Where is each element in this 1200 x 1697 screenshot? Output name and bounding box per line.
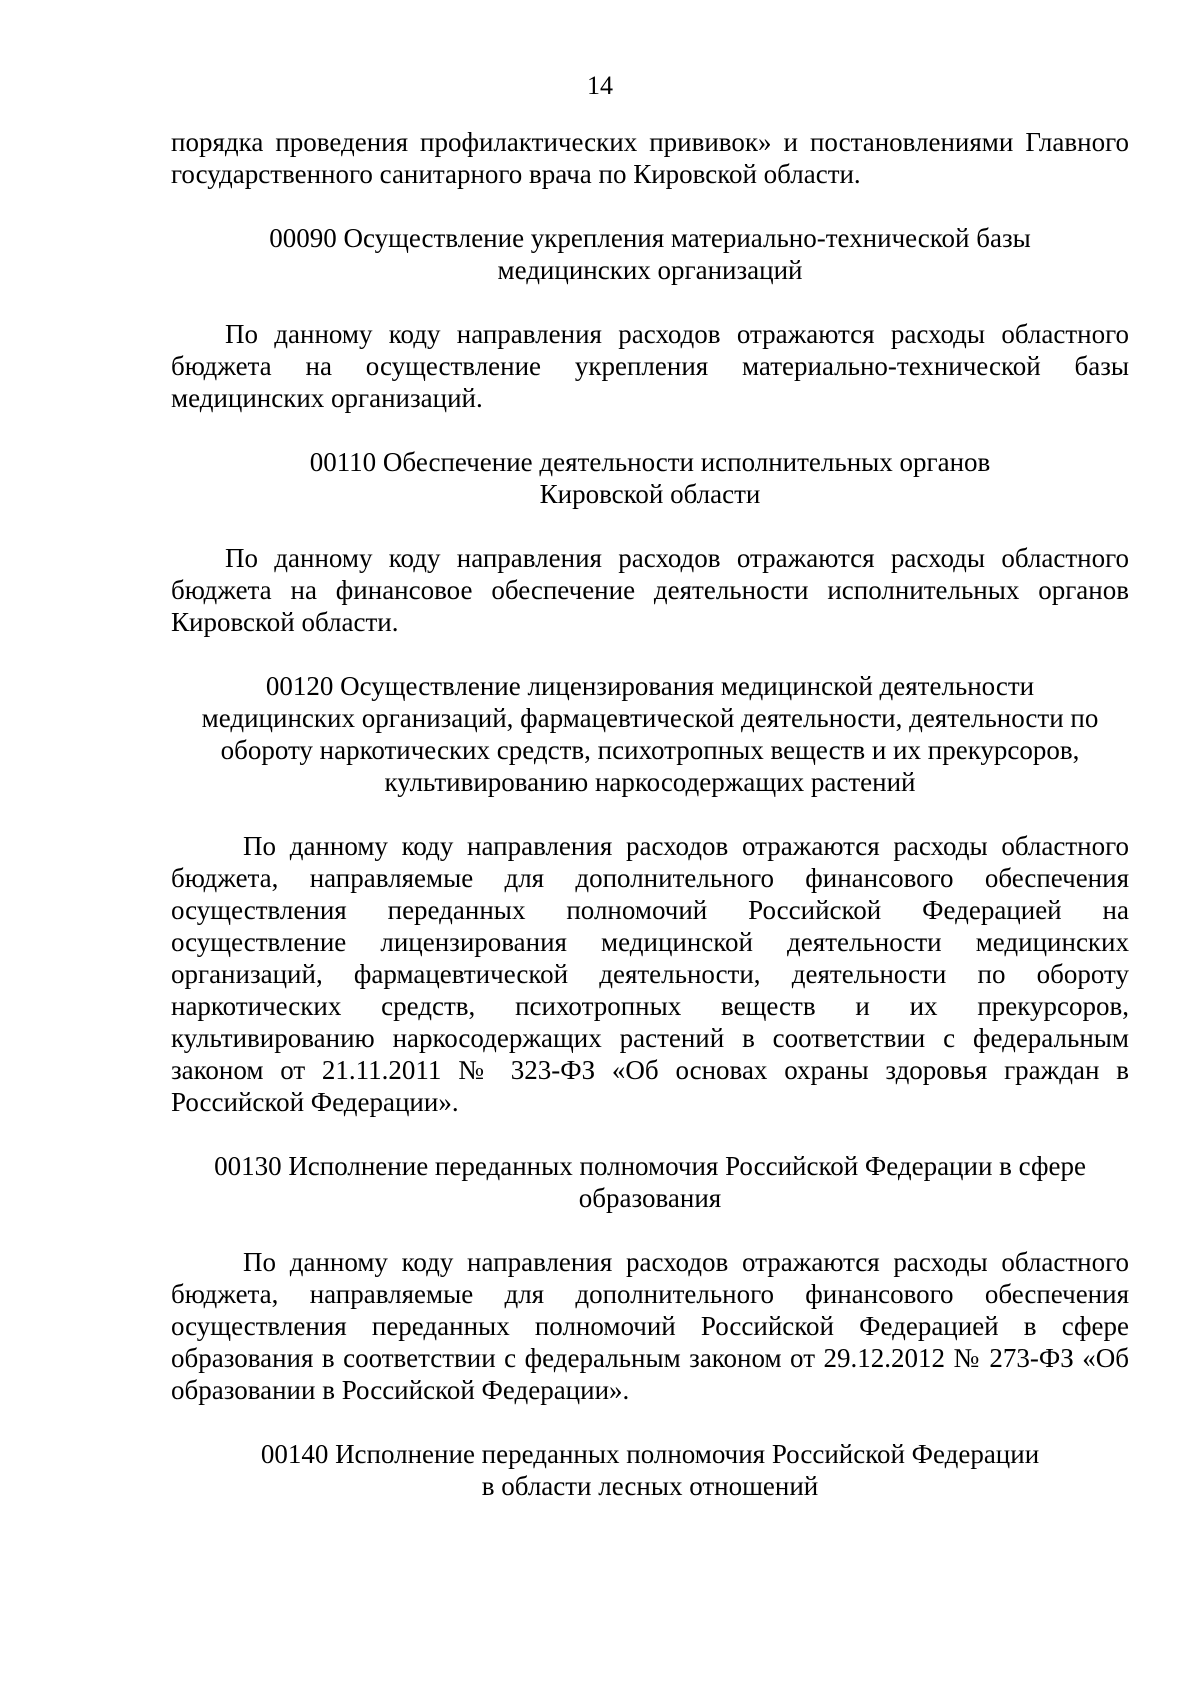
section-heading-00140 (171, 1438, 1129, 1502)
heading-line: 00090 Осуществление укрепления материально-технической базы (269, 223, 1031, 253)
heading-line: 00130 Исполнение переданных полномочия Российской Федерации в сфере (214, 1151, 1086, 1181)
document-body (171, 126, 1129, 1502)
section-heading-00120 (171, 670, 1129, 798)
section-heading-00130 (171, 1150, 1129, 1214)
heading-line: обороту наркотических средств, психотропных веществ и их прекурсоров, (220, 735, 1080, 765)
heading-line: 00120 Осуществление лицензирования медицинской деятельности (265, 671, 1035, 701)
heading-line: образования (578, 1183, 722, 1213)
heading-line: 00140 Исполнение переданных полномочия Российской Федерации (260, 1439, 1040, 1469)
intro-paragraph: порядка проведения профилактических прививок» и постановлениями Главного государственного санитарного врача по Кировской области. (171, 127, 1129, 189)
page-number: 14 (587, 71, 613, 100)
heading-line: медицинских организаций, фармацевтической деятельности, деятельности по (201, 703, 1099, 733)
section-body-00110: По данному коду направления расходов отражаются расходы областного бюджета на финансовое обеспечение деятельности исполнительных органов Кировской области. (171, 543, 1129, 637)
heading-line: 00110 Обеспечение деятельности исполнительных органов (309, 447, 991, 477)
section-body-00130: По данному коду направления расходов отражаются расходы областного бюджета, направляемые для дополнительного финансового обеспечения осуществления переданных полномочий Российской Федерацией в сфере образования в соответствии с федеральным законом от 29.12.2012 № 273-ФЗ «Об образовании в Российской Федерации». (171, 1247, 1129, 1405)
section-heading-00110 (171, 446, 1129, 510)
section-body-00090: По данному коду направления расходов отражаются расходы областного бюджета на осуществление укрепления материально-технической базы медицинских организаций. (171, 319, 1129, 413)
section-heading-00090 (171, 222, 1129, 286)
heading-line: в области лесных отношений (481, 1471, 819, 1501)
heading-line: культивированию наркосодержащих растений (384, 767, 916, 797)
heading-line: медицинских организаций (497, 255, 803, 285)
section-body-00120: По данному коду направления расходов отражаются расходы областного бюджета, направляемые для дополнительного финансового обеспечения осуществления переданных полномочий Российской Федерацией на осуществление лицензирования медицинской деятельности медицинских организаций, фармацевтической деятельности, деятельности по обороту наркотических средств, психотропных веществ и их прекурсоров, культивированию наркосодержащих растений в соответствии с федеральным законом от 21.11.2011 № 323-ФЗ «Об основах охраны здоровья граждан в Российской Федерации». (171, 831, 1129, 1117)
heading-line: Кировской области (539, 479, 761, 509)
